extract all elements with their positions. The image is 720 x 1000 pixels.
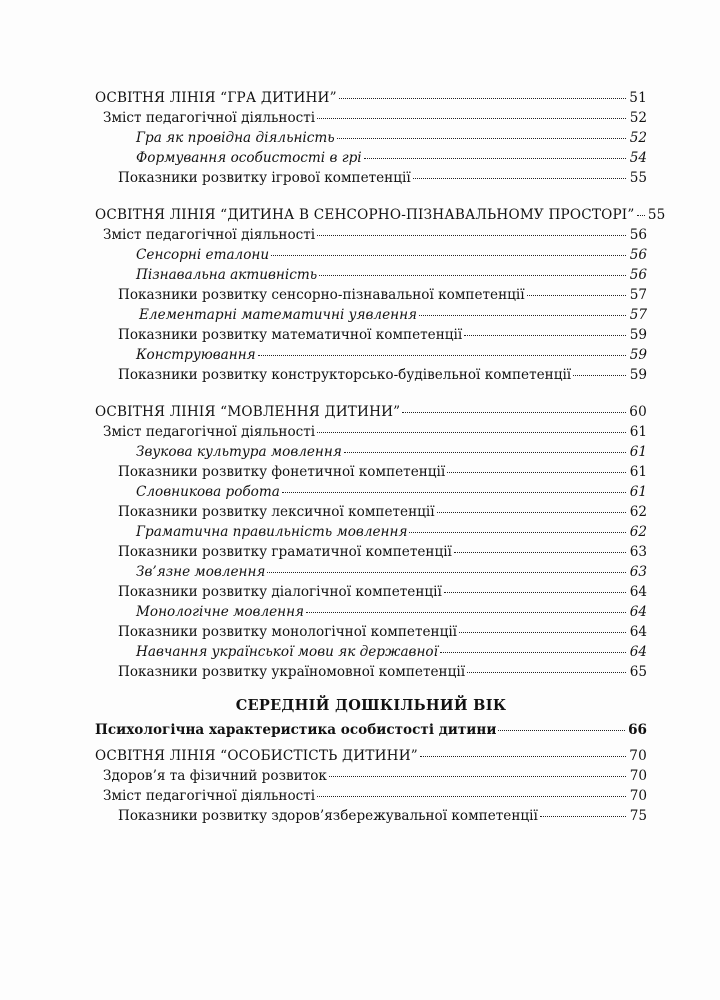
dot-leader: [419, 315, 626, 316]
dot-leader: [317, 118, 626, 119]
toc-entry-page-number: 62: [629, 504, 647, 520]
dot-leader: [267, 572, 626, 573]
dot-leader: [527, 295, 626, 296]
toc-section-entry: [95, 402, 647, 422]
toc-entry: [95, 522, 647, 542]
toc-entry-title: Сенсорні еталони: [136, 247, 270, 263]
toc-entry: [95, 642, 647, 662]
toc-entry-page-number: 55: [629, 170, 647, 186]
dot-leader: [319, 275, 626, 276]
dot-leader: [258, 355, 626, 356]
toc-entry-page-number: 62: [629, 524, 647, 540]
toc-entry-title: Показники розвитку здоров’язбережувальної компетенції: [118, 808, 538, 824]
toc-entry-title: Показники розвитку математичної компетенції: [118, 327, 463, 343]
toc-entry: [95, 786, 647, 806]
toc-entry-title: Показники розвитку граматичної компетенції: [118, 544, 452, 560]
toc-entry-page-number: 75: [629, 808, 647, 824]
toc-entry: [95, 662, 647, 682]
toc-entry-page-number: 55: [647, 207, 666, 223]
dot-leader: [498, 730, 625, 731]
toc-entry-title: Монологічне мовлення: [136, 604, 305, 620]
toc-entry: [95, 462, 647, 482]
toc-entry-title: Зміст педагогічної діяльності: [103, 227, 316, 243]
toc-entry: [95, 562, 647, 582]
toc-entry: [95, 305, 647, 325]
dot-leader: [447, 472, 626, 473]
dot-leader: [282, 492, 626, 493]
dot-leader: [467, 672, 626, 673]
dot-leader: [464, 335, 626, 336]
toc-entry-title: Зміст педагогічної діяльності: [103, 788, 316, 804]
toc-entry-page-number: 61: [629, 464, 647, 480]
toc-entry-title: Гра як провідна діяльність: [136, 130, 335, 146]
toc-entry-title: ОСВІТНЯ ЛІНІЯ “МОВЛЕННЯ ДИТИНИ”: [95, 404, 401, 420]
toc-entry-title: Показники розвитку лексичної компетенції: [118, 504, 435, 520]
toc-entry: [95, 325, 647, 345]
toc-entry-page-number: 64: [629, 604, 647, 620]
dot-leader: [337, 138, 626, 139]
section-gap: [95, 188, 647, 205]
toc-entry-page-number: 56: [629, 227, 647, 243]
toc-entry-title: Психологічна характеристика особистості дитини: [95, 722, 497, 738]
toc-entry: [95, 168, 647, 188]
toc-entry: [95, 365, 647, 385]
toc-entry-page-number: 59: [629, 367, 647, 383]
toc-entry-page-number: 52: [629, 110, 647, 126]
toc-entry: [95, 422, 647, 442]
toc-entry-page-number: 64: [629, 584, 647, 600]
toc-entry-page-number: 57: [629, 307, 647, 323]
toc-entry-page-number: 64: [629, 644, 647, 660]
toc-section-entry: [95, 205, 666, 225]
toc-entry: [95, 720, 647, 740]
dot-leader: [329, 776, 626, 777]
dot-leader: [344, 452, 626, 453]
toc-entry: [95, 265, 647, 285]
table-of-contents: [95, 88, 666, 826]
toc-entry-title: Показники розвитку ігрової компетенції: [118, 170, 411, 186]
dot-leader: [409, 532, 626, 533]
dot-leader: [454, 552, 626, 553]
toc-entry: [95, 806, 647, 826]
toc-entry-page-number: 63: [629, 564, 647, 580]
dot-leader: [437, 512, 626, 513]
toc-entry-page-number: 70: [629, 748, 647, 764]
dot-leader: [364, 158, 626, 159]
toc-entry: [95, 542, 647, 562]
toc-entry-title: ОСВІТНЯ ЛІНІЯ “ОСОБИСТІСТЬ ДИТИНИ”: [95, 748, 418, 764]
toc-entry: [95, 442, 647, 462]
toc-entry: [95, 245, 647, 265]
toc-entry-page-number: 59: [629, 327, 647, 343]
toc-entry-title: Зв’язне мовлення: [136, 564, 266, 580]
toc-entry-page-number: 64: [629, 624, 647, 640]
toc-entry-page-number: 56: [629, 247, 647, 263]
dot-leader: [637, 215, 645, 216]
toc-entry-title: Зміст педагогічної діяльності: [103, 424, 316, 440]
toc-entry-page-number: 65: [629, 664, 647, 680]
toc-entry-title: Показники розвитку сенсорно-пізнавальної компетенції: [118, 287, 525, 303]
toc-entry-title: ОСВІТНЯ ЛІНІЯ “ГРА ДИТИНИ”: [95, 90, 337, 106]
toc-entry-title: Показники розвитку фонетичної компетенції: [118, 464, 446, 480]
toc-entry: [95, 582, 647, 602]
toc-entry: [95, 602, 647, 622]
toc-entry-title: Елементарні математичні уявлення: [139, 307, 418, 323]
dot-leader: [402, 412, 626, 413]
dot-leader: [540, 816, 626, 817]
toc-entry: [95, 766, 647, 786]
toc-entry-title: Навчання української мови як державної: [136, 644, 438, 660]
toc-entry-title: ОСВІТНЯ ЛІНІЯ “ДИТИНА В СЕНСОРНО-ПІЗНАВАЛЬНОМУ ПРОСТОРІ”: [95, 207, 635, 223]
dot-leader: [317, 432, 626, 433]
toc-entry-page-number: 63: [629, 544, 647, 560]
toc-entry: [95, 128, 647, 148]
section-heading: СЕРЕДНІЙ ДОШКІЛЬНИЙ ВІК: [235, 697, 507, 714]
section-gap: [95, 385, 647, 402]
toc-entry-page-number: 57: [629, 287, 647, 303]
toc-entry-title: Конструювання: [136, 347, 256, 363]
toc-entry-page-number: 54: [629, 150, 647, 166]
dot-leader: [573, 375, 626, 376]
toc-entry-title: Здоров’я та фізичний розвиток: [103, 768, 327, 784]
dot-leader: [459, 632, 626, 633]
toc-entry: [95, 285, 647, 305]
toc-section-entry: [95, 88, 647, 108]
dot-leader: [444, 592, 626, 593]
toc-entry: [95, 502, 647, 522]
toc-entry-title: Звукова культура мовлення: [136, 444, 342, 460]
toc-entry: [95, 482, 647, 502]
toc-entry-title: Показники розвитку діалогічної компетенції: [118, 584, 442, 600]
toc-entry-title: Зміст педагогічної діяльності: [103, 110, 316, 126]
toc-entry-page-number: 61: [629, 484, 647, 500]
toc-entry-title: Граматична правильність мовлення: [136, 524, 408, 540]
toc-section-entry: [95, 746, 647, 766]
toc-entry-page-number: 52: [629, 130, 647, 146]
toc-entry-page-number: 70: [629, 788, 647, 804]
toc-entry-title: Показники розвитку монологічної компетенції: [118, 624, 458, 640]
toc-entry-page-number: 51: [629, 90, 647, 106]
toc-entry: [95, 345, 647, 365]
dot-leader: [317, 796, 626, 797]
toc-entry: [95, 225, 647, 245]
toc-entry-title: Словникова робота: [136, 484, 280, 500]
toc-entry-title: Показники розвитку україномовної компетенції: [118, 664, 466, 680]
toc-entry-page-number: 60: [629, 404, 647, 420]
toc-entry-title: Пізнавальна активність: [136, 267, 318, 283]
dot-leader: [271, 255, 626, 256]
toc-entry-page-number: 66: [628, 722, 647, 738]
toc-entry-title: Формування особистості в грі: [136, 150, 362, 166]
toc-entry-page-number: 70: [629, 768, 647, 784]
dot-leader: [420, 756, 626, 757]
toc-entry-title: Показники розвитку конструкторсько-будівельної компетенції: [118, 367, 572, 383]
dot-leader: [306, 612, 626, 613]
toc-entry: [95, 108, 647, 128]
dot-leader: [413, 178, 626, 179]
toc-entry-page-number: 61: [629, 444, 647, 460]
dot-leader: [339, 98, 626, 99]
dot-leader: [317, 235, 626, 236]
toc-entry: [95, 622, 647, 642]
toc-entry: [95, 148, 647, 168]
toc-entry-page-number: 59: [629, 347, 647, 363]
toc-entry-page-number: 61: [629, 424, 647, 440]
dot-leader: [440, 652, 626, 653]
toc-entry-page-number: 56: [629, 267, 647, 283]
